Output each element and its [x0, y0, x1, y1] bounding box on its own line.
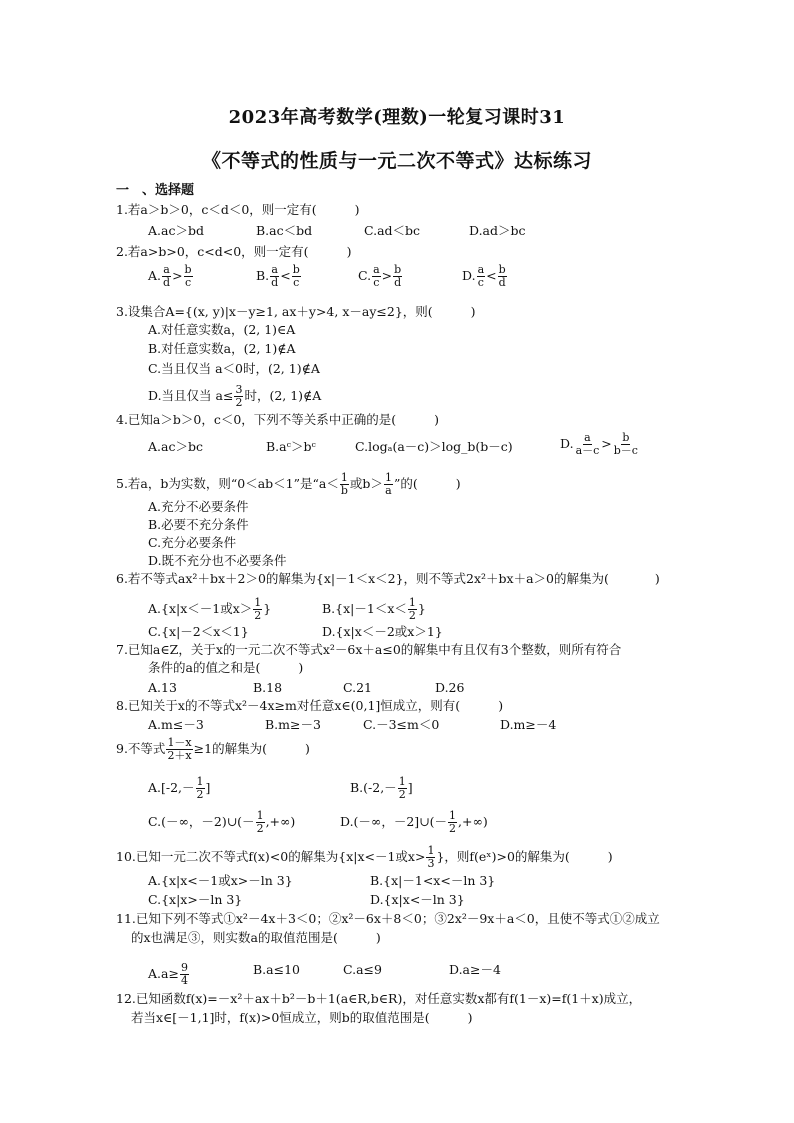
- question-6-stem: 6.若不等式ax²＋bx＋2＞0的解集为{x|－1＜x＜2}，则不等式2x²＋bx＋a＞0的解集为( ): [116, 571, 660, 586]
- q5-option-d: D.既不充分也不必要条件: [148, 553, 287, 568]
- q3-option-b: B.对任意实数a，(2, 1)∉A: [148, 341, 296, 356]
- q11-option-c: C.a≤9: [343, 962, 382, 977]
- q10-option-d: D.{x|x<－ln 3}: [370, 892, 465, 907]
- q9-option-d: D.(－∞，－2]∪(－ $\frac{1}{2}$ ,+∞): [340, 809, 488, 835]
- q4-option-d: D. $\frac{a}{a-c}$ > $\frac{b}{b-c}$: [560, 431, 638, 457]
- q5-option-c: C.充分必要条件: [148, 535, 237, 550]
- q6-option-d: D.{x|x＜－2或x＞1}: [322, 624, 443, 639]
- q6-option-b: B.{x|－1＜x＜ $\frac{1}{2}$ }: [322, 596, 426, 622]
- section-heading: 一 、选择题: [116, 183, 195, 198]
- q2-option-d: D. $\frac{a}{c}$ < $\frac{b}{d}$: [462, 263, 506, 289]
- question-10-stem: 10.已知一元二次不等式f(x)<0的解集为{x|x<－1或x> $\frac{1}{3}$ }，则f(eˣ)>0的解集为( ): [116, 844, 613, 870]
- q11-option-a: A.a≥ $\frac{9}{4}$: [148, 961, 188, 987]
- question-8-stem: 8.已知关于x的不等式x²－4x≥m对任意x∈(0,1]恒成立，则有( ): [116, 698, 504, 713]
- q2-option-b: B. $\frac{a}{d}$ < $\frac{b}{c}$: [256, 263, 300, 289]
- q6-option-c: C.{x|－2＜x＜1}: [148, 624, 249, 639]
- q5-option-a: A.充分不必要条件: [148, 499, 249, 514]
- question-1-stem: 1.若a＞b＞0，c＜d＜0，则一定有( ): [116, 202, 360, 217]
- question-11-stem-line2: 的x也满足③，则实数a的取值范围是( ): [131, 930, 381, 945]
- q7-option-b: B.18: [253, 680, 283, 695]
- question-5-stem: 5.若a，b为实数，则“0＜ab＜1”是“a＜ $\frac{1}{b}$ 或b＞ $\frac{1}{a}$ ”的( ): [116, 471, 461, 497]
- q11-option-b: B.a≤10: [253, 962, 300, 977]
- q2-option-c: C. $\frac{a}{c}$ > $\frac{b}{d}$: [358, 263, 402, 289]
- q3-option-c: C.当且仅当 a＜0时，(2, 1)∉A: [148, 361, 320, 376]
- q10-option-b: B.{x|－1<x<－ln 3}: [370, 873, 496, 888]
- question-12-stem-line1: 12.已知函数f(x)=－x²＋ax＋b²－b＋1(a∈R,b∈R)，对任意实数x都有f(1－x)=f(1＋x)成立，: [116, 991, 642, 1006]
- q4-option-c: C.logₐ(a－c)＞log_b(b－c): [355, 439, 513, 454]
- question-4-stem: 4.已知a＞b＞0，c＜0，下列不等关系中正确的是( ): [116, 412, 440, 427]
- q9-option-a: A.[-2,－ $\frac{1}{2}$ ]: [148, 775, 211, 801]
- q7-option-a: A.13: [148, 680, 177, 695]
- question-11-stem-line1: 11.已知下列不等式①x²－4x＋3＜0；②x²－6x＋8＜0；③2x²－9x＋a＜0，且使不等式①②成立: [116, 911, 660, 926]
- q1-option-c: C.ad＜bc: [364, 223, 421, 238]
- q4-option-a: A.ac＞bc: [148, 439, 203, 454]
- q1-option-b: B.ac＜bd: [256, 223, 313, 238]
- q10-option-a: A.{x|x<－1或x>－ln 3}: [148, 873, 293, 888]
- question-9-stem: 9.不等式 $\frac{1-x}{2+x}$ ≥1的解集为( ): [116, 736, 310, 762]
- q11-option-d: D.a≥－4: [449, 962, 501, 977]
- q8-option-b: B.m≥－3: [265, 717, 321, 732]
- question-7-stem-line1: 7.已知a∈Z，关于x的一元二次不等式x²－6x＋a≤0的解集中有且仅有3个整数，则所有符合: [116, 642, 622, 657]
- q8-option-d: D.m≥－4: [500, 717, 557, 732]
- q5-option-b: B.必要不充分条件: [148, 517, 249, 532]
- q7-option-c: C.21: [343, 680, 372, 695]
- question-7-stem-line2: 条件的a的值之和是( ): [148, 660, 304, 675]
- q8-option-c: C.－3≤m＜0: [363, 717, 440, 732]
- q3-option-a: A.对任意实数a，(2, 1)∈A: [148, 322, 296, 337]
- q6-option-a: A.{x|x＜－1或x＞ $\frac{1}{2}$ }: [148, 596, 272, 622]
- q3-option-d: D.当且仅当 a≤ $\frac{3}{2}$ 时，(2, 1)∉A: [148, 383, 322, 409]
- question-2-stem: 2.若a>b>0，c<d<0，则一定有( ): [116, 244, 352, 259]
- q10-option-c: C.{x|x>－ln 3}: [148, 892, 243, 907]
- q1-option-d: D.ad＞bc: [469, 223, 526, 238]
- page-subtitle: 《不等式的性质与一元二次不等式》达标练习: [201, 150, 592, 172]
- q9-option-b: B.(-2,－ $\frac{1}{2}$ ]: [350, 775, 413, 801]
- q9-option-c: C.(－∞，－2)∪(－ $\frac{1}{2}$ ,+∞): [148, 809, 296, 835]
- question-3-stem: 3.设集合A={(x, y)|x－y≥1, ax＋y>4, x－ay≤2}，则( ): [116, 304, 476, 319]
- page-title: 2023年高考数学(理数)一轮复习课时31: [228, 107, 566, 128]
- q8-option-a: A.m≤－3: [148, 717, 204, 732]
- question-12-stem-line2: 若当x∈[－1,1]时，f(x)>0恒成立，则b的取值范围是( ): [131, 1010, 473, 1025]
- q4-option-b: B.aᶜ＞bᶜ: [266, 439, 316, 454]
- q7-option-d: D.26: [435, 680, 465, 695]
- q2-option-a: A. $\frac{a}{d}$ > $\frac{b}{c}$: [148, 263, 192, 289]
- q1-option-a: A.ac＞bd: [148, 223, 204, 238]
